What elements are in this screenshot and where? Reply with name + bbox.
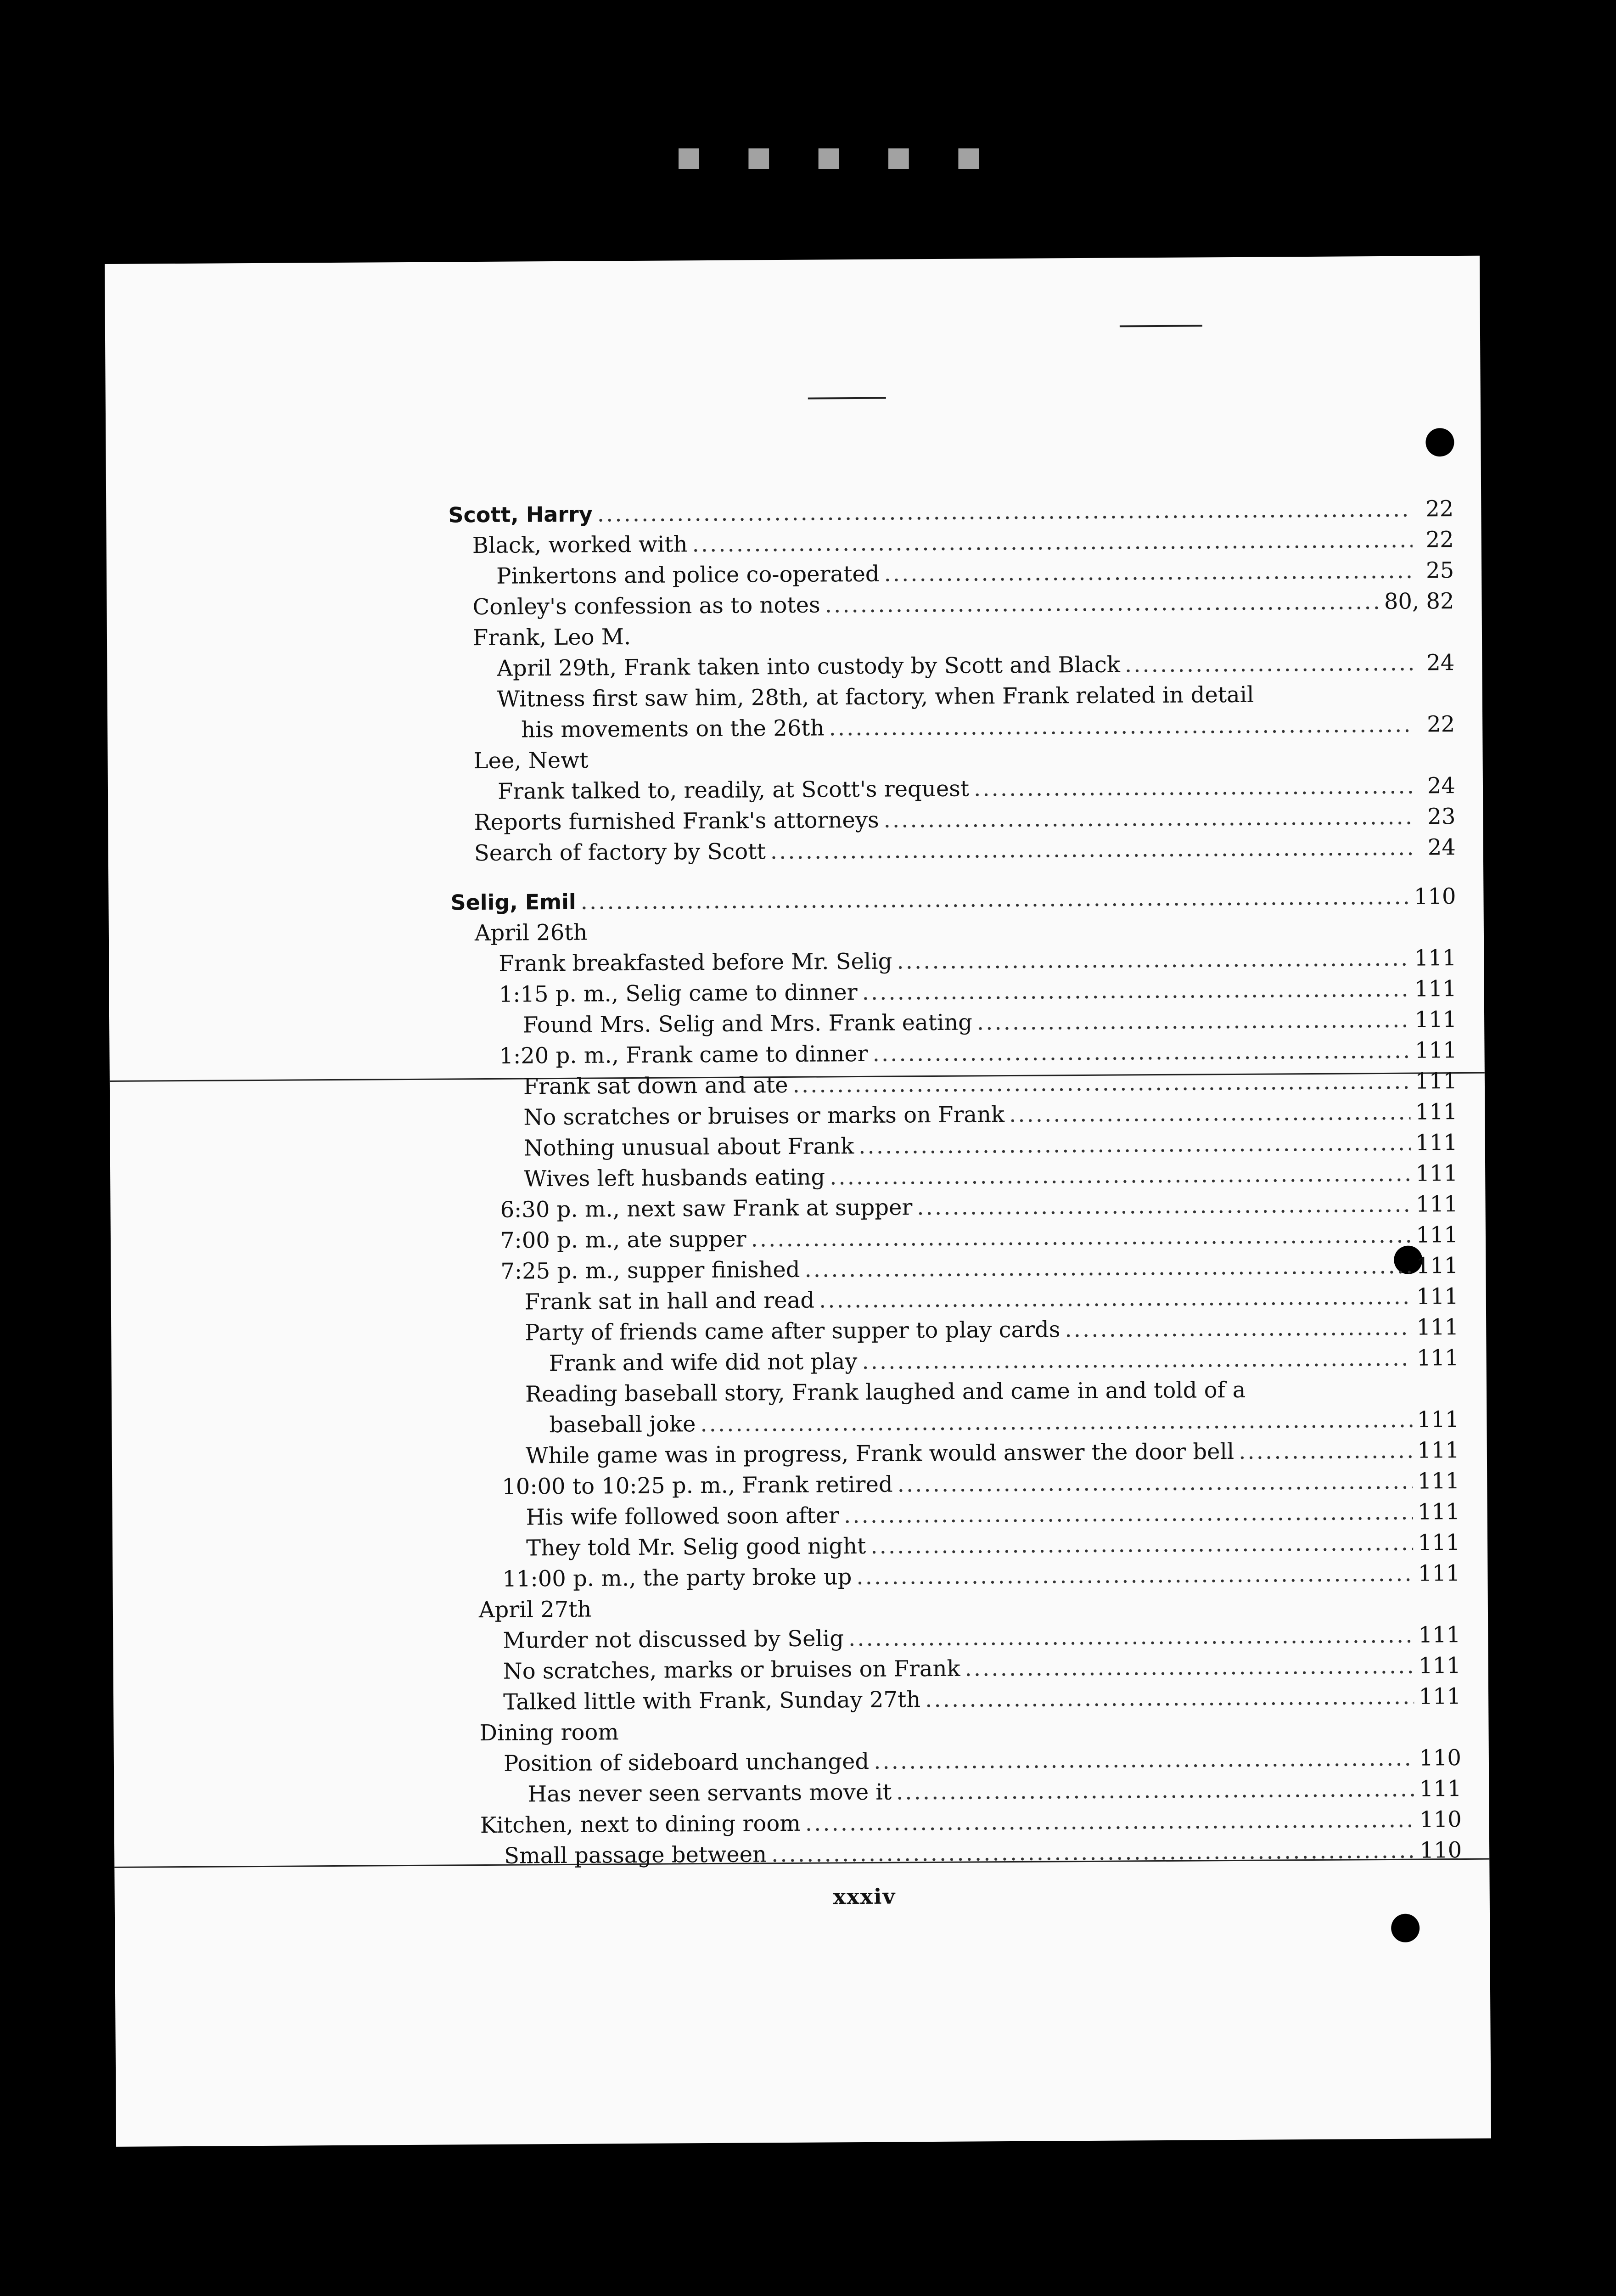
index-entry: [454, 1558, 1460, 1595]
entry-page-number: 111: [1416, 1345, 1459, 1371]
entry-label: Wives left husbands eating: [524, 1164, 825, 1192]
dot-leader: [897, 1466, 1413, 1500]
entry-page-number: 110: [1419, 1806, 1462, 1833]
stray-mark: [808, 397, 886, 400]
dot-leader: [597, 494, 1413, 530]
entry-label: No scratches or bruises or marks on Frank: [523, 1102, 1005, 1131]
entry-label: 11:00 p. m., the party broke up: [502, 1564, 852, 1592]
entry-page-number: 111: [1417, 1437, 1460, 1463]
entry-label: Nothing unusual about Frank: [523, 1133, 854, 1161]
dot-leader: [917, 1189, 1411, 1223]
index-entry: [450, 832, 1456, 869]
punch-hole-bottom: [1391, 1914, 1420, 1942]
entry-page-number: 111: [1414, 1007, 1457, 1033]
index-listing: [448, 494, 1462, 1872]
dot-leader: [977, 1005, 1410, 1038]
document-page: [105, 256, 1491, 2147]
dot-leader: [829, 709, 1414, 744]
entry-label: Talked little with Frank, Sunday 27th: [503, 1687, 921, 1715]
index-subheading: Witness first saw him, 28th, at factory, when Frank related in detail: [497, 681, 1254, 712]
dot-leader: [1009, 1097, 1411, 1130]
entry-label: Black, worked with: [472, 531, 688, 559]
index-entry: [449, 586, 1454, 623]
dot-leader: [805, 1805, 1415, 1839]
entry-label: Party of friends came after supper to play cards: [525, 1317, 1060, 1346]
dot-leader: [897, 943, 1410, 977]
entry-page-number: 111: [1419, 1683, 1461, 1710]
entry-label: Pinkertons and police co-operated: [496, 561, 880, 589]
entry-page-number: 111: [1415, 1191, 1458, 1217]
entry-page-number: 111: [1416, 1283, 1459, 1310]
dot-leader: [825, 586, 1380, 620]
entry-label: Selig, Emil: [450, 889, 576, 915]
entry-page-number: 23: [1427, 804, 1456, 830]
dot-leader: [751, 1220, 1411, 1255]
dot-leader: [1239, 1435, 1413, 1467]
entry-label: April 29th, Frank taken into custody by Scott and Black: [497, 652, 1121, 681]
entry-page-number: 111: [1414, 976, 1457, 1002]
entry-page-number: 111: [1414, 1037, 1457, 1064]
entry-page-number: 22: [1425, 527, 1454, 553]
entry-page-number: 111: [1416, 1314, 1459, 1340]
entry-label: They told Mr. Selig good night: [526, 1533, 866, 1561]
entry-label: Small passage between: [504, 1841, 767, 1869]
dot-leader: [884, 556, 1413, 590]
dot-leader: [965, 1651, 1414, 1684]
entry-page-number: 111: [1418, 1530, 1460, 1556]
entry-label: Has never seen servants move it: [527, 1779, 892, 1807]
entry-page-number: 111: [1414, 945, 1457, 971]
dot-leader: [1125, 648, 1414, 681]
dot-leader: [792, 1066, 1410, 1101]
entry-label: 7:25 p. m., supper finished: [500, 1256, 800, 1284]
entry-label: Conley's confession as to notes: [472, 592, 820, 620]
entry-label: baseball joke: [549, 1411, 696, 1438]
dot-leader: [804, 1251, 1412, 1285]
entry-page-number: 24: [1426, 650, 1455, 676]
entry-page-number: 111: [1415, 1160, 1458, 1187]
entry-label: Frank talked to, readily, at Scott's request: [497, 776, 970, 805]
entry-label: 1:20 p. m., Frank came to dinner: [499, 1041, 868, 1069]
dot-leader: [580, 882, 1409, 917]
entry-label: While game was in progress, Frank would answer the door bell: [525, 1439, 1234, 1469]
entry-page-number: 111: [1419, 1776, 1462, 1802]
dot-leader: [856, 1559, 1414, 1593]
entry-label: 7:00 p. m., ate supper: [500, 1226, 746, 1254]
entry-label: Kitchen, next to dining room: [480, 1810, 801, 1839]
entry-page-number: 22: [1426, 711, 1455, 737]
dot-leader: [692, 525, 1413, 560]
entry-page-number: 24: [1427, 773, 1456, 799]
entry-label: Found Mrs. Selig and Mrs. Frank eating: [522, 1009, 973, 1038]
dot-leader: [848, 1620, 1414, 1654]
entry-page-number: 22: [1425, 496, 1454, 522]
entry-label: 6:30 p. m., next saw Frank at supper: [500, 1194, 913, 1223]
stray-mark: [1120, 325, 1202, 327]
dot-leader: [819, 1282, 1412, 1316]
entry-label: 1:15 p. m., Selig came to dinner: [499, 979, 858, 1007]
entry-label: Reports furnished Frank's attorneys: [474, 807, 879, 836]
entry-page-number: 110: [1420, 1837, 1462, 1863]
entry-label: His wife followed soon after: [526, 1503, 840, 1531]
punch-hole-top: [1425, 428, 1454, 456]
index-subheading: Reading baseball story, Frank laughed and came in and told of a: [525, 1377, 1246, 1407]
dot-leader: [874, 1743, 1415, 1777]
entry-page-number: 24: [1427, 834, 1456, 861]
entry-page-number: 111: [1417, 1499, 1460, 1525]
index-subheading: April 26th: [474, 919, 588, 946]
scan-header-smudge: ▪ ▪ ▪ ▪ ▪: [675, 131, 997, 180]
index-subheading: Frank, Leo M.: [472, 624, 631, 651]
index-heading: [450, 881, 1456, 918]
dot-leader: [844, 1497, 1413, 1531]
entry-page-number: 110: [1414, 884, 1456, 910]
dot-leader: [870, 1528, 1414, 1562]
entry-label: No scratches, marks or bruises on Frank: [503, 1655, 960, 1684]
dot-leader: [872, 1035, 1410, 1069]
entry-page-number: 111: [1416, 1253, 1459, 1279]
entry-label: Frank sat in hall and read: [524, 1287, 815, 1315]
entry-page-number: 110: [1419, 1745, 1462, 1771]
entry-page-number: 111: [1418, 1622, 1461, 1648]
dot-leader: [830, 1159, 1411, 1193]
entry-page-number: 111: [1418, 1560, 1460, 1587]
entry-page-number: 80, 82: [1384, 588, 1454, 614]
entry-label: Frank sat down and ate: [523, 1072, 788, 1100]
dot-leader: [700, 1405, 1413, 1440]
index-subheading: Dining room: [479, 1719, 619, 1746]
entry-label: 10:00 to 10:25 p. m., Frank retired: [502, 1471, 893, 1500]
dot-leader: [1065, 1312, 1412, 1345]
dot-leader: [858, 1128, 1411, 1162]
index-entry: [449, 647, 1454, 684]
dot-leader: [896, 1774, 1415, 1808]
entry-label: Position of sideboard unchanged: [503, 1748, 870, 1777]
dot-leader: [883, 802, 1414, 836]
entry-label: Murder not discussed by Selig: [503, 1626, 844, 1654]
entry-page-number: 111: [1415, 1099, 1458, 1125]
entry-page-number: 111: [1415, 1068, 1458, 1094]
index-subheading: Lee, Newt: [473, 747, 589, 774]
entry-page-number: 111: [1416, 1222, 1459, 1248]
index-subheading: April 27th: [478, 1596, 592, 1623]
entry-label: Search of factory by Scott: [474, 838, 766, 867]
index-entry: [456, 1835, 1462, 1872]
index-entry: [455, 1681, 1461, 1718]
dot-leader: [925, 1682, 1414, 1716]
entry-page-number: 25: [1425, 557, 1454, 584]
dot-leader: [862, 1343, 1412, 1377]
dot-leader: [770, 833, 1414, 867]
entry-page-number: 111: [1418, 1653, 1461, 1679]
dot-leader: [771, 1835, 1415, 1870]
entry-label: Scott, Harry: [448, 501, 593, 528]
entry-page-number: 111: [1417, 1468, 1460, 1494]
entry-label: his movements on the 26th: [521, 715, 825, 743]
dot-leader: [862, 974, 1410, 1008]
index-entry: [449, 709, 1455, 746]
page-number: xxxiv: [833, 1884, 896, 1909]
entry-page-number: 111: [1415, 1130, 1458, 1156]
entry-label: Frank and wife did not play: [549, 1349, 858, 1377]
entry-label: Frank breakfasted before Mr. Selig: [499, 948, 892, 977]
dot-leader: [974, 771, 1414, 805]
entry-page-number: 111: [1417, 1407, 1459, 1433]
index-entry: [453, 1343, 1459, 1379]
